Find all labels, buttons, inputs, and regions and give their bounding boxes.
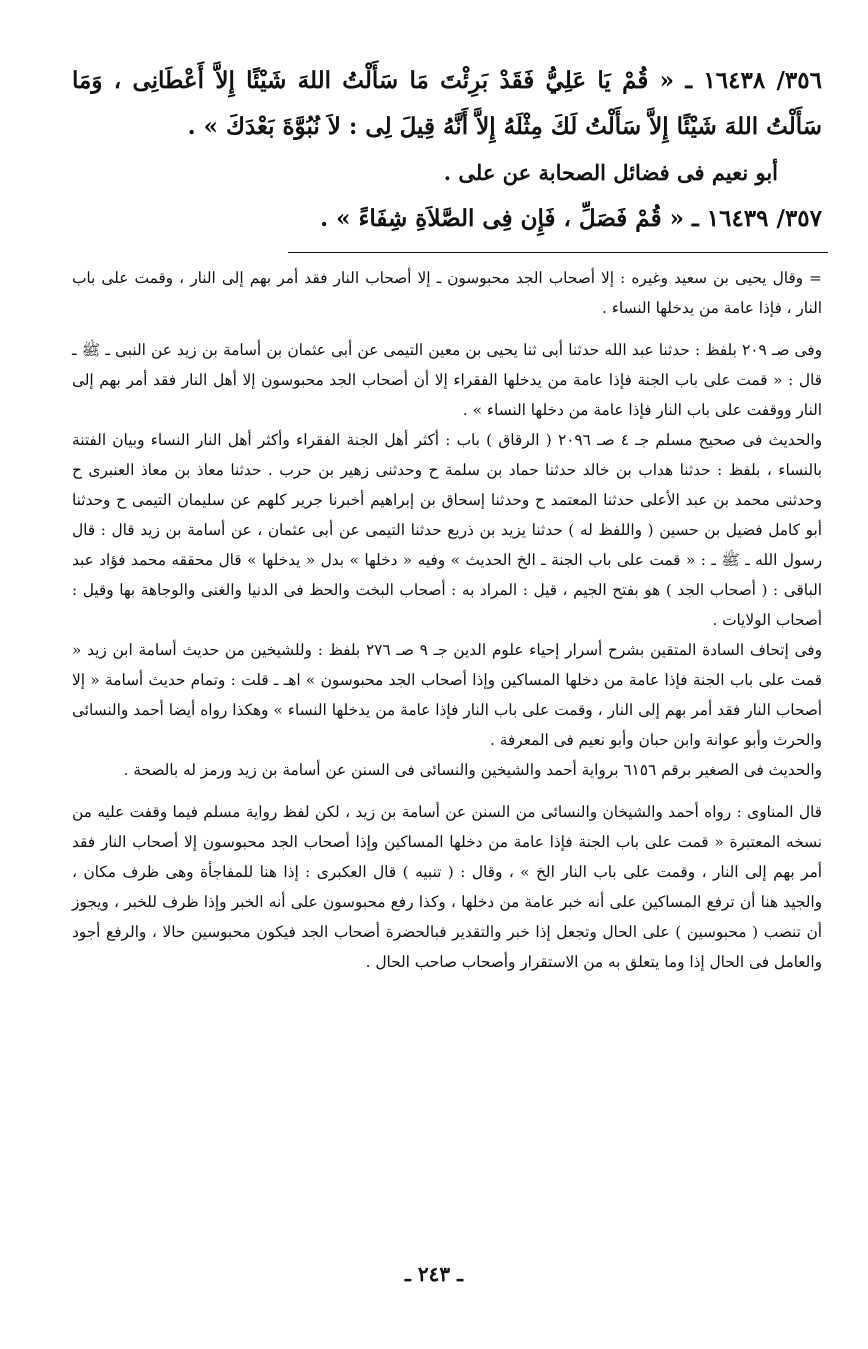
- footnote-separator: [288, 252, 828, 253]
- hadith-entry-357: ٣٥٧/ ١٦٤٣٩ ـ « قُمْ فَصَلِّ ، فَإِن فِى الصَّلاَةِ شِفَاءً » .: [320, 205, 822, 232]
- hadith-entry-356: ٣٥٦/ ١٦٤٣٨ ـ « قُمْ يَا عَلِيُّ فَقَدْ بَرِئْتَ مَا سَأَلْتُ اللهَ شَيْئًا إِلاَّ أَعْطَانِى ، وَمَا سَأَلْتُ اللهَ شَيْئًا إِلاَّ سَأَلْتُ لَكَ مِثْلَهُ إِلاَّ أَنَّهُ قِيلَ لِى : لاَ نُبُوَّةَ بَعْدَكَ » .: [72, 67, 822, 140]
- footnote-paragraph: والحديث فى الصغير برقم ٦١٥٦ برواية أحمد والشيخين والنسائى فى السنن عن أسامة بن زيد ورمز له بالصحة .: [123, 761, 822, 779]
- footnote-paragraph: = وقال يحيى بن سعيد وغيره : إلا أصحاب الجد محبوسون ـ إلا أصحاب النار فقد أمر بهم إلى النار ، وقمت على باب النار ، فإذا عامة من يدخلها النساء .: [72, 269, 822, 317]
- hadith-source: أبو نعيم فى فضائل الصحابة عن على .: [443, 160, 778, 185]
- footnote-paragraph: وفى إتحاف السادة المتقين بشرح أسرار إحياء علوم الدين جـ ٩ صـ ٢٧٦ بلفظ : وللشيخين من حديث أسامة ابن زيد « قمت على باب الجنة فإذا عامة من دخلها المساكين وإذا أصحاب الجد محبوسون » اهـ ـ قلت : وتمام حديث أسامة « إلا أصحاب النار فقد أمر بهم إلى النار ، وقمت على باب النار فإذا عامة من يدخلها النساء » وهكذا رواه أيضا أحمد والنسائى والحرث وأبو عوانة وابن حبان وأبو نعيم فى المعرفة .: [72, 641, 822, 749]
- page-number: ـ ٢٤٣ ـ: [405, 1262, 463, 1286]
- footnote-paragraph: قال المناوى : رواه أحمد والشيخان والنسائى من السنن عن أسامة بن زيد ، لكن لفظ رواية مسلم فيما وقفت عليه من نسخه المعتبرة « قمت على باب الجنة فإذا عامة من دخلها المساكين وإذا أصحاب الجد محبوسون إلا أصحاب النار فقد أمر بهم إلى النار ، وقمت على باب النار الخ » ، وقال : ( تنبيه ) قال العكبرى : إذا هنا للمفاجأة وهى ظرف مكان ، والجيد هنا أن ترفع المساكين على أنه خبر عامة من دخلها ، وكذا رفع محبوسون على أنه الخبر وإذا ظرف للخبر ، ويجوز أن تنصب ( محبوسين ) على الحال وتجعل إذا خبر والتقدير فبالحضرة أصحاب الجد فيكون محبوسين حالا ، والرفع أجود والعامل فى الحال إذا وما يتعلق به من الاستقرار وأصحاب صاحب الحال .: [72, 803, 822, 971]
- footnote-paragraph: وفى صـ ٢٠٩ بلفظ : حدثنا عبد الله حدثنا أبى ثنا يحيى بن معين التيمى عن أبى عثمان بن أسامة بن زيد عن النبى ـ ﷺ ـ قال : « قمت على باب الجنة فإذا عامة من يدخلها الفقراء إلا أن أصحاب الجد محبوسون إلا أهل النار فقد أمر بهم إلى النار ووقفت على باب النار فإذا عامة من دخلها النساء » .: [72, 341, 822, 419]
- page-content: [72, 58, 822, 977]
- footnote-paragraph: والحديث فى صحيح مسلم جـ ٤ صـ ٢٠٩٦ ( الرقاق ) باب : أكثر أهل الجنة الفقراء وأكثر أهل النار النساء وبيان الفتنة بالنساء ، بلفظ : حدثنا هداب بن خالد حدثنا حماد بن سلمة ح وحدثنى زهير بن حرب . حدثنا معاذ بن معاذ العنبرى ح وحدثنى محمد بن عبد الأعلى حدثنا المعتمد ح وحدثنا إسحاق بن إبراهيم أخبرنا جرير كلهم عن سليمان التيمى ح وحدثنا أبو كامل فضيل بن حسين ( واللفظ له ) حدثنا يزيد بن ذريع حدثنا التيمى عن أبى عثمان ، عن أسامة بن زيد قال : قال رسول الله ـ ﷺ ـ : « قمت على باب الجنة ـ الخ الحديث » وفيه « دخلها » بدل « يدخلها » قال محققه محمد فؤاد عبد الباقى : ( أصحاب الجد ) هو بفتح الجيم ، قيل : المراد به : أصحاب البخت والحظ فى الدنيا والغنى والوجاهة بها وقيل : أصحاب الولايات .: [72, 431, 822, 629]
